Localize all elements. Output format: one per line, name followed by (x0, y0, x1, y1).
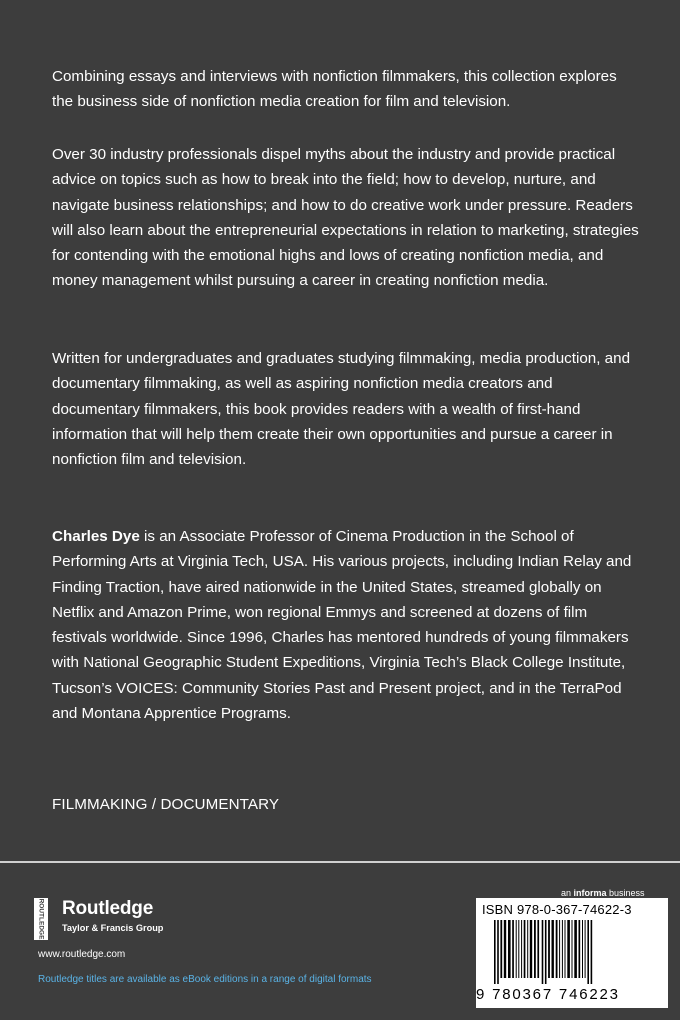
barcode-bar (579, 920, 581, 978)
barcode-digits: 9 780367 746223 (476, 986, 620, 1003)
publisher-name: Routledge (62, 898, 154, 919)
subject-category: FILMMAKING / DOCUMENTARY (52, 796, 280, 813)
routledge-logo-icon (34, 898, 48, 940)
barcode-bar (534, 920, 536, 978)
barcode-bar (574, 920, 577, 978)
barcode-bar (572, 920, 573, 978)
description-paragraph-2: Over 30 industry professionals dispel myths about the industry and provide practical advice on topics such as how to break into the field; how to develop, nurture, and navigate business relationships; and how to do creative work under pressure. Readers will also learn about the entrepreneurial expectations in relation to marketing, strategies for contending with the emotional highs and lows of creating nonfiction media, and money management whilst pursuing a career in creating nonfiction media. (52, 146, 639, 290)
barcode-bars (480, 920, 664, 984)
divider (0, 861, 680, 863)
barcode-bar (582, 920, 583, 978)
barcode-bar (587, 920, 589, 984)
isbn-label: ISBN 978-0-367-74622-3 (482, 902, 632, 917)
informa-tagline: an informa business (561, 888, 645, 898)
barcode-bar (591, 920, 593, 984)
barcode-bar (537, 920, 539, 978)
barcode-bar (508, 920, 511, 978)
informa-brand: informa (573, 888, 607, 898)
barcode-bar (524, 920, 526, 978)
barcode-bar (512, 920, 514, 978)
barcode-bar (516, 920, 517, 978)
barcode-bar (527, 920, 528, 978)
barcode-bar (521, 920, 522, 978)
barcode-bar (542, 920, 544, 984)
barcode-bar (504, 920, 506, 978)
publisher-website: www.routledge.com (38, 949, 126, 960)
description-paragraph-3: Written for undergraduates and graduates studying filmmaking, media production, and documentary filmmaking, as well as aspiring nonfiction media creators and documentary filmmakers, this book provides readers with a wealth of first-hand information that will help them create their own opportunities and pursue a career in nonfiction film and television. (52, 350, 631, 469)
barcode-bar (559, 920, 560, 978)
barcode-bar (565, 920, 566, 978)
isbn-barcode (476, 898, 668, 1008)
barcode-bar (548, 920, 550, 978)
author-bio (52, 524, 642, 726)
barcode-bar (567, 920, 570, 978)
author-name: Charles Dye (52, 528, 140, 545)
ebook-note: Routledge titles are available as eBook editions in a range of digital formats (38, 974, 372, 985)
barcode-bar (518, 920, 519, 978)
barcode-bar (500, 920, 502, 978)
barcode-bar (530, 920, 532, 978)
publisher-group: Taylor & Francis Group (62, 923, 164, 933)
barcode-bar (556, 920, 558, 978)
routledge-logo-vertical-text: ROUTLEDGE (37, 898, 45, 940)
description-paragraph-1: Combining essays and interviews with nonfiction filmmakers, this collection explores the business side of nonfiction media creation for film and television. (52, 68, 617, 111)
author-bio-text: is an Associate Professor of Cinema Production in the School of Performing Arts at Virginia Tech, USA. His various projects, including Indian Relay and Finding Traction, have aired nationwide in the United States, streamed globally on Netflix and Amazon Prime, won regional Emmys and screened at dozens of film festivals worldwide. Since 1996, Charles has mentored hundreds of young filmmakers with National Geographic Student Expeditions, Virginia Tech’s Black College Institute, Tucson’s VOICES: Community Stories Past and Present project, and in the TerraPod and Montana Apprentice Programs. (52, 528, 632, 723)
barcode-bar (552, 920, 554, 978)
barcode-bar (562, 920, 563, 978)
routledge-logo (34, 898, 194, 944)
barcode-bar (585, 920, 586, 978)
barcode-bar (494, 920, 496, 984)
barcode-bar (497, 920, 499, 984)
barcode-bar (545, 920, 547, 984)
